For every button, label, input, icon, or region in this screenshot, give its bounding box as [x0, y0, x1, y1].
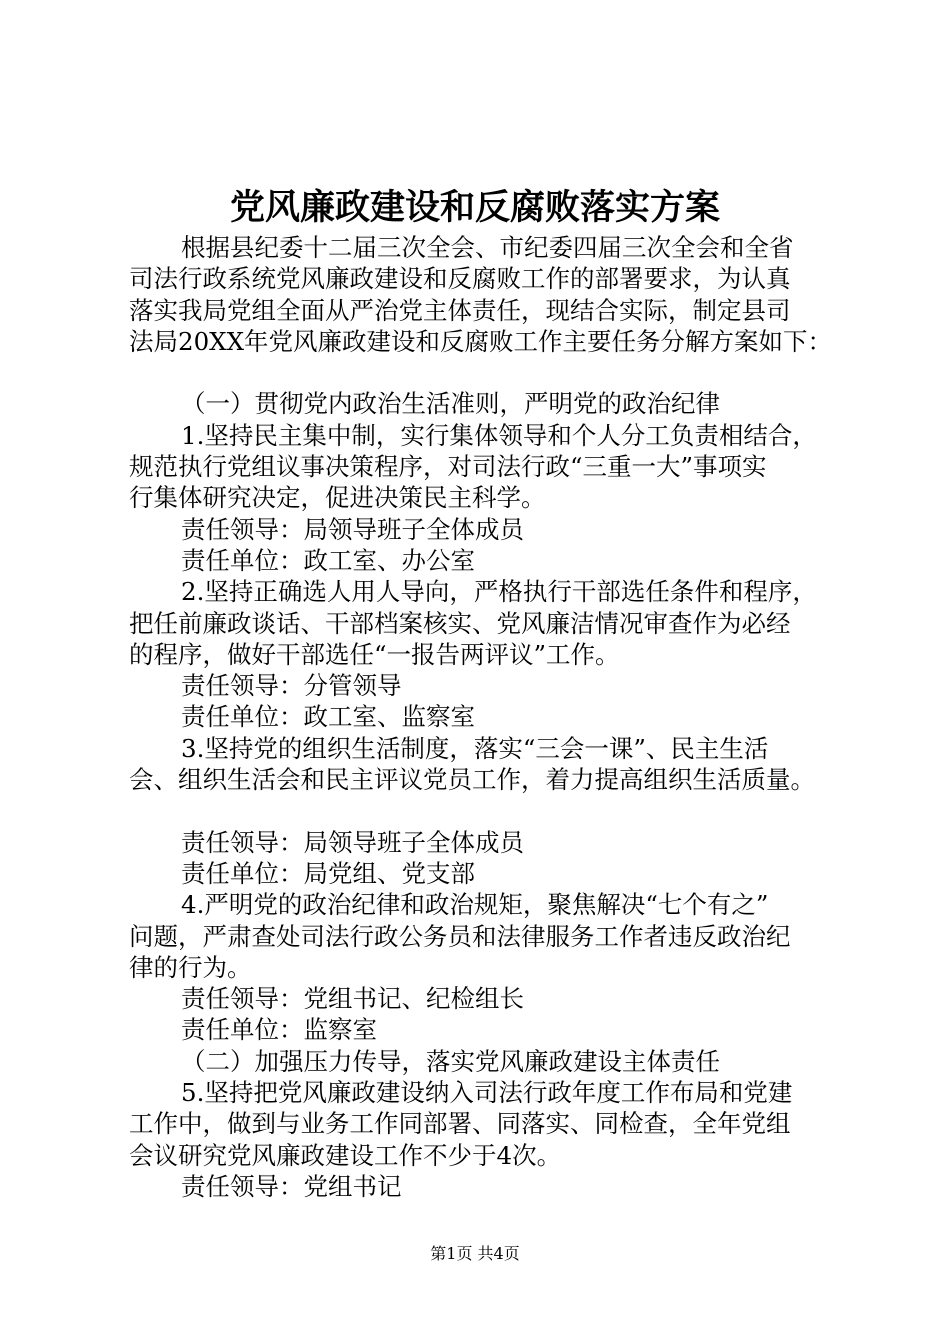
item-4-line-3: 律的行为。	[129, 952, 252, 982]
item-4-leader: 责任领导：党组书记、纪检组长	[181, 984, 524, 1014]
document-title: 党风廉政建设和反腐败落实方案	[229, 187, 720, 228]
section-heading-2: （二）加强压力传导，落实党风廉政建设主体责任	[181, 1046, 720, 1076]
item-1-leader: 责任领导：局领导班子全体成员	[181, 514, 524, 544]
item-3-line-1: 3.坚持党的组织生活制度，落实“三会一课”、民主生活	[181, 733, 769, 763]
section-heading-1: （一）贯彻党内政治生活准则，严明党的政治纪律	[181, 389, 720, 419]
item-5-leader: 责任领导：党组书记	[181, 1171, 402, 1201]
item-3-line-2: 会、组织生活会和民主评议党员工作，着力提高组织生活质量。	[129, 765, 815, 795]
item-1-line-2: 规范执行党组议事决策程序，对司法行政“三重一大”事项实	[129, 452, 767, 482]
item-4-line-1: 4.严明党的政治纪律和政治规矩，聚焦解决“七个有之”	[181, 890, 769, 920]
intro-line-3: 落实我局党组全面从严治党主体责任，现结合实际，制定县司	[129, 295, 791, 325]
item-1-line-1: 1.坚持民主集中制，实行集体领导和个人分工负责相结合，	[181, 420, 817, 450]
intro-line-4: 法局20XX年党风廉政建设和反腐败工作主要任务分解方案如下：	[129, 326, 833, 356]
blank-line	[129, 795, 849, 826]
intro-line-1: 根据县纪委十二届三次全会、市纪委四届三次全会和全省	[181, 233, 794, 262]
item-2-line-2: 把任前廉政谈话、干部档案核实、党风廉洁情况审查作为必经	[129, 608, 791, 638]
item-3-unit: 责任单位：局党组、党支部	[181, 858, 475, 888]
item-5-line-2: 工作中，做到与业务工作同部署、同落实、同检查，全年党组	[129, 1109, 791, 1139]
item-2-line-1: 2.坚持正确选人用人导向，严格执行干部选任条件和程序，	[181, 577, 817, 607]
blank-line	[129, 357, 849, 388]
item-3-leader: 责任领导：局领导班子全体成员	[181, 827, 524, 857]
item-2-leader: 责任领导：分管领导	[181, 671, 402, 701]
item-2-line-3: 的程序，做好干部选任“一报告两评议”工作。	[129, 639, 620, 669]
item-4-line-2: 问题，严肃查处司法行政公务员和法律服务工作者违反政治纪	[129, 921, 791, 951]
item-5-line-1: 5.坚持把党风廉政建设纳入司法行政年度工作布局和党建	[181, 1078, 793, 1108]
intro-line-2: 司法行政系统党风廉政建设和反腐败工作的部署要求，为认真	[129, 264, 791, 294]
document-body	[129, 232, 849, 1202]
item-1-unit: 责任单位：政工室、办公室	[181, 545, 475, 575]
item-1-line-3: 行集体研究决定，促进决策民主科学。	[129, 483, 546, 513]
item-5-line-3: 会议研究党风廉政建设工作不少于4次。	[129, 1140, 562, 1170]
item-2-unit: 责任单位：政工室、监察室	[181, 702, 475, 732]
page-footer: 第1页 共4页	[430, 1244, 520, 1263]
item-4-unit: 责任单位：监察室	[181, 1015, 377, 1045]
